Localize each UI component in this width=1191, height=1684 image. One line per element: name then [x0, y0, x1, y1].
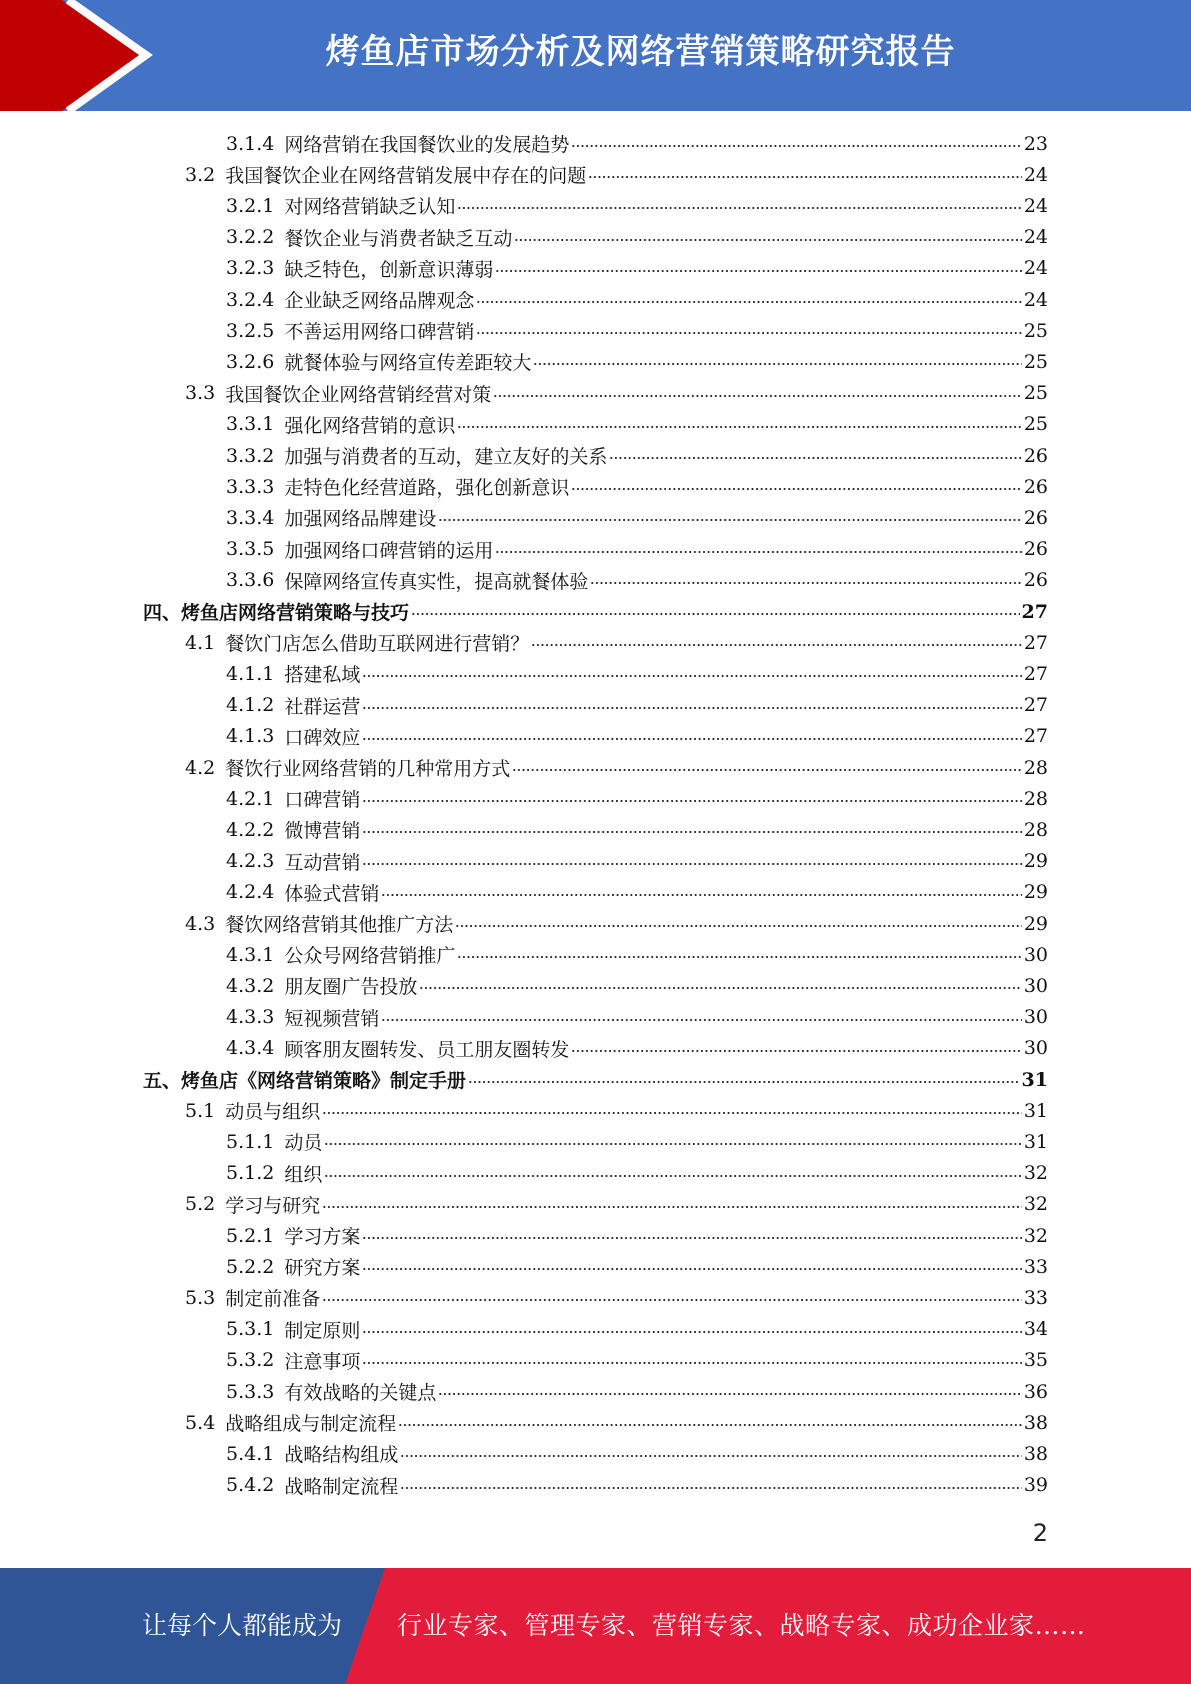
toc-dot-leader — [362, 672, 1021, 680]
toc-entry[interactable] — [226, 502, 1048, 533]
toc-entry[interactable] — [226, 1002, 1048, 1033]
toc-dot-leader — [455, 922, 1022, 930]
toc-entry-title: 战略结构组成 — [284, 1444, 399, 1467]
toc-entry-title: 餐饮行业网络营销的几种常用方式 — [225, 758, 511, 780]
toc-dot-leader — [609, 454, 1021, 462]
toc-entry-number: 4.3 — [185, 912, 216, 935]
toc-entry-number: 5.2.1 — [226, 1224, 275, 1247]
toc-entry-number: 5.1 — [185, 1099, 216, 1122]
toc-entry-title: 保障网络宣传真实性，提高就餐体验 — [284, 570, 589, 593]
toc-entry-page: 27 — [1023, 631, 1048, 654]
toc-entry[interactable] — [226, 877, 1048, 908]
toc-entry-number: 4.3.2 — [226, 974, 275, 997]
toc-dot-leader — [468, 1078, 1020, 1086]
toc-entry-page: 33 — [1023, 1255, 1048, 1278]
toc-dot-leader — [419, 984, 1021, 992]
toc-entry-title: 学习与研究 — [225, 1194, 321, 1217]
toc-entry-title: 短视频营销 — [284, 1007, 380, 1030]
toc-entry[interactable] — [226, 721, 1048, 752]
toc-entry[interactable] — [143, 1064, 1048, 1095]
toc-entry-page: 25 — [1023, 382, 1048, 405]
footer-slogan-right: 行业专家、管理专家、营销专家、战略专家、成功企业家…… — [397, 1611, 1086, 1640]
toc-entry-page: 32 — [1023, 1162, 1048, 1185]
toc-entry-title: 走特色化经营道路，强化创新意识 — [284, 477, 570, 500]
toc-entry-number: 3.2 — [185, 163, 216, 186]
toc-entry-page: 34 — [1023, 1318, 1048, 1341]
toc-entry-title: 组织 — [284, 1163, 323, 1186]
toc-entry-page: 36 — [1023, 1380, 1048, 1403]
toc-entry-page: 35 — [1023, 1349, 1048, 1372]
toc-entry-number: 3.3.5 — [226, 538, 275, 561]
toc-entry-number: 3.2.1 — [226, 194, 275, 217]
toc-dot-leader — [493, 392, 1022, 400]
toc-entry-title: 战略制定流程 — [284, 1475, 399, 1498]
header-title: 烤鱼店市场分析及网络营销策略研究报告 — [325, 32, 956, 72]
header-arrow-decoration — [0, 0, 160, 111]
toc-entry-number: 4.2.2 — [226, 818, 275, 841]
toc-entry-number: 5.3.2 — [226, 1349, 275, 1372]
toc-dot-leader — [438, 1390, 1021, 1398]
toc-entry-title: 互动营销 — [284, 851, 361, 874]
toc-entry-page: 24 — [1023, 163, 1048, 186]
toc-entry-page: 29 — [1023, 881, 1048, 904]
toc-entry-title: 就餐体验与网络宣传差距较大 — [284, 352, 532, 375]
toc-entry-number: 3.3.3 — [226, 475, 275, 498]
toc-entry-page: 28 — [1023, 787, 1048, 810]
toc-entry[interactable] — [226, 1470, 1048, 1501]
page-footer — [0, 1568, 1191, 1684]
toc-entry-page: 26 — [1023, 475, 1048, 498]
toc-entry[interactable] — [226, 284, 1048, 315]
toc-entry-page: 23 — [1023, 132, 1048, 155]
toc-entry-title: 口碑效应 — [284, 726, 361, 749]
toc-entry-title: 口碑营销 — [284, 789, 361, 812]
toc-dot-leader — [381, 891, 1021, 899]
toc-entry-title: 制定原则 — [284, 1319, 361, 1342]
toc-entry[interactable] — [226, 1126, 1048, 1157]
toc-entry-title: 餐饮门店怎么借助互联网进行营销？ — [225, 633, 530, 656]
toc-entry[interactable] — [185, 627, 1048, 658]
toc-dot-leader — [533, 360, 1021, 368]
toc-dot-leader — [398, 1421, 1022, 1429]
toc-entry-title: 我国餐饮企业网络营销经营对策 — [225, 383, 492, 406]
toc-entry[interactable] — [185, 1282, 1048, 1313]
toc-entry-page: 27 — [1021, 600, 1048, 623]
toc-entry-number: 5.4.1 — [226, 1442, 275, 1465]
toc-dot-leader — [362, 1328, 1021, 1336]
toc-entry[interactable] — [185, 378, 1048, 409]
toc-entry-title: 不善运用网络口碑营销 — [284, 321, 475, 344]
toc-dot-leader — [322, 1203, 1022, 1211]
toc-dot-leader — [324, 1140, 1021, 1148]
toc-entry[interactable] — [185, 1407, 1048, 1438]
toc-entry-title: 搭建私域 — [284, 664, 361, 687]
toc-entry-title: 动员 — [284, 1132, 323, 1155]
toc-entry-page: 28 — [1023, 756, 1048, 779]
toc-entry-number: 5.2.2 — [226, 1255, 275, 1278]
toc-entry[interactable] — [226, 1251, 1048, 1282]
toc-dot-leader — [588, 173, 1022, 181]
footer-slogan-left: 让每个人都能成为 — [142, 1611, 343, 1640]
toc-entry[interactable] — [226, 783, 1048, 814]
toc-entry-page: 38 — [1023, 1442, 1048, 1465]
toc-entry[interactable] — [185, 908, 1048, 939]
toc-entry[interactable] — [226, 440, 1048, 471]
toc-dot-leader — [571, 1047, 1021, 1055]
toc-entry-number: 5.3.1 — [226, 1318, 275, 1341]
toc-entry-page: 29 — [1023, 850, 1048, 873]
toc-entry-page: 27 — [1023, 662, 1048, 685]
toc-entry-title: 研究方案 — [284, 1257, 361, 1280]
toc-entry-page: 25 — [1023, 350, 1048, 373]
toc-entry-number: 4.3.1 — [226, 943, 275, 966]
toc-dot-leader — [476, 298, 1021, 306]
toc-entry-number: 5.1.1 — [226, 1130, 275, 1153]
toc-entry[interactable] — [226, 315, 1048, 346]
toc-entry-number: 3.2.5 — [226, 319, 275, 342]
toc-entry[interactable] — [226, 190, 1048, 221]
toc-dot-leader — [400, 1484, 1021, 1492]
toc-entry[interactable] — [226, 970, 1048, 1001]
toc-entry-page: 24 — [1023, 194, 1048, 217]
toc-dot-leader — [381, 1016, 1021, 1024]
toc-dot-leader — [400, 1452, 1021, 1460]
page-header — [0, 0, 1191, 111]
toc-entry[interactable] — [226, 939, 1048, 970]
toc-entry-page: 30 — [1023, 1037, 1048, 1060]
toc-entry-title: 加强网络口碑营销的运用 — [284, 539, 494, 562]
toc-entry-page: 33 — [1023, 1286, 1048, 1309]
toc-entry-title: 注意事项 — [284, 1350, 361, 1373]
toc-entry-title: 朋友圈广告投放 — [284, 976, 418, 999]
toc-entry-number: 3.1.4 — [226, 132, 275, 155]
toc-dot-leader — [571, 485, 1021, 493]
toc-entry-title: 体验式营销 — [284, 882, 380, 905]
toc-entry[interactable] — [185, 159, 1048, 190]
toc-entry-page: 30 — [1023, 974, 1048, 997]
toc-dot-leader — [495, 267, 1021, 275]
toc-dot-leader — [590, 579, 1021, 587]
toc-entry[interactable] — [226, 1220, 1048, 1251]
toc-entry-title: 战略组成与制定流程 — [225, 1413, 397, 1436]
toc-entry-number: 3.2.6 — [226, 350, 275, 373]
toc-entry-page: 38 — [1023, 1411, 1048, 1434]
toc-entry-title: 餐饮企业与消费者缺乏互动 — [284, 227, 513, 250]
toc-entry-number: 3.3.2 — [226, 444, 275, 467]
toc-dot-leader — [457, 423, 1021, 431]
toc-entry-title: 强化网络营销的意识 — [284, 414, 456, 437]
toc-entry[interactable] — [226, 565, 1048, 596]
toc-entry-number: 3.3 — [185, 382, 216, 405]
toc-entry-number: 5.4.2 — [226, 1474, 275, 1497]
toc-entry-title: 公众号网络营销推广 — [284, 945, 456, 968]
toc-entry-page: 29 — [1023, 912, 1048, 935]
toc-entry[interactable] — [226, 409, 1048, 440]
toc-entry[interactable] — [226, 1158, 1048, 1189]
toc-entry-page: 39 — [1023, 1474, 1048, 1497]
toc-entry[interactable] — [226, 128, 1048, 159]
toc-dot-leader — [512, 766, 1022, 774]
toc-entry[interactable] — [226, 1438, 1048, 1469]
toc-entry-title: 顾客朋友圈转发、员工朋友圈转发 — [284, 1038, 570, 1061]
toc-entry-title: 我国餐饮企业在网络营销发展中存在的问题 — [225, 165, 587, 188]
toc-dot-leader — [514, 236, 1021, 244]
toc-entry-number: 4.3.4 — [226, 1037, 275, 1060]
toc-entry-page: 31 — [1023, 1130, 1048, 1153]
toc-dot-leader — [362, 797, 1021, 805]
toc-entry-number: 3.3.1 — [226, 413, 275, 436]
toc-entry-page: 27 — [1023, 694, 1048, 717]
toc-entry-title: 四、烤鱼店网络营销策略与技巧 — [143, 602, 410, 624]
toc-entry-number: 4.1.1 — [226, 662, 275, 685]
toc-entry[interactable] — [226, 814, 1048, 845]
toc-entry-title: 学习方案 — [284, 1226, 361, 1248]
toc-entry[interactable] — [226, 658, 1048, 689]
toc-entry[interactable] — [226, 346, 1048, 377]
toc-entry-number: 3.3.6 — [226, 569, 275, 592]
toc-entry-number: 4.2.3 — [226, 850, 275, 873]
toc-entry-number: 4.1.3 — [226, 725, 275, 748]
toc-dot-leader — [362, 1265, 1021, 1273]
toc-entry[interactable] — [226, 222, 1048, 253]
toc-entry-number: 5.1.2 — [226, 1162, 275, 1185]
toc-dot-leader — [457, 204, 1021, 212]
toc-dot-leader — [362, 1234, 1021, 1242]
toc-entry[interactable] — [226, 1033, 1048, 1064]
toc-entry-page: 24 — [1023, 257, 1048, 280]
toc-entry-number: 5.3 — [185, 1286, 216, 1309]
toc-dot-leader — [571, 142, 1021, 150]
toc-entry-page: 30 — [1023, 943, 1048, 966]
toc-entry-page: 26 — [1023, 569, 1048, 592]
toc-dot-leader — [362, 735, 1021, 743]
toc-entry-page: 26 — [1023, 506, 1048, 529]
toc-entry-number: 4.2.4 — [226, 881, 275, 904]
toc-dot-leader — [438, 516, 1021, 524]
toc-entry-title: 加强与消费者的互动，建立友好的关系 — [284, 446, 608, 468]
toc-entry-title: 企业缺乏网络品牌观念 — [284, 290, 475, 312]
toc-entry-page: 28 — [1023, 818, 1048, 841]
toc-dot-leader — [322, 1109, 1022, 1117]
toc-entry-number: 4.3.3 — [226, 1006, 275, 1029]
toc-entry[interactable] — [226, 690, 1048, 721]
toc-entry[interactable] — [143, 596, 1048, 627]
toc-entry[interactable] — [226, 1345, 1048, 1376]
toc-entry[interactable] — [226, 534, 1048, 565]
toc-dot-leader — [362, 1359, 1021, 1367]
toc-entry-page: 30 — [1023, 1006, 1048, 1029]
toc-entry-number: 4.1 — [185, 631, 216, 654]
toc-entry-title: 微博营销 — [284, 820, 361, 843]
toc-entry[interactable] — [226, 253, 1048, 284]
toc-entry-number: 4.2.1 — [226, 787, 275, 810]
toc-entry-number: 5.2 — [185, 1193, 216, 1216]
toc-entry-number: 3.2.4 — [226, 288, 275, 311]
toc-dot-leader — [476, 329, 1021, 337]
toc-dot-leader — [322, 1296, 1022, 1304]
toc-dot-leader — [457, 953, 1021, 961]
toc-entry-title: 餐饮网络营销其他推广方法 — [225, 914, 454, 936]
toc-entry-title: 网络营销在我国餐饮业的发展趋势 — [284, 134, 570, 156]
toc-dot-leader — [495, 548, 1021, 556]
toc-entry-number: 5.3.3 — [226, 1380, 275, 1403]
toc-entry[interactable] — [185, 1189, 1048, 1220]
toc-dot-leader — [362, 704, 1021, 712]
toc-entry-page: 27 — [1023, 725, 1048, 748]
toc-entry-page: 24 — [1023, 226, 1048, 249]
toc-entry-page: 26 — [1023, 444, 1048, 467]
toc-entry-number: 4.2 — [185, 756, 216, 779]
toc-entry-page: 26 — [1023, 538, 1048, 561]
toc-entry-page: 31 — [1021, 1068, 1048, 1091]
toc-entry[interactable] — [226, 846, 1048, 877]
toc-entry[interactable] — [226, 1314, 1048, 1345]
toc-entry-page: 32 — [1023, 1224, 1048, 1247]
toc-entry-title: 社群运营 — [284, 695, 361, 718]
toc-entry-page: 25 — [1023, 413, 1048, 436]
toc-entry-title: 动员与组织 — [225, 1101, 321, 1124]
toc-entry-number: 5.4 — [185, 1411, 216, 1434]
toc-entry[interactable] — [226, 1376, 1048, 1407]
toc-dot-leader — [324, 1172, 1021, 1180]
toc-entry-number: 3.2.2 — [226, 226, 275, 249]
toc-entry-page: 32 — [1023, 1193, 1048, 1216]
toc-dot-leader — [362, 828, 1021, 836]
toc-entry-title: 制定前准备 — [225, 1288, 321, 1311]
toc-dot-leader — [411, 610, 1020, 618]
toc-entry-title: 五、烤鱼店《网络营销策略》制定手册 — [143, 1070, 467, 1092]
toc-entry-number: 3.2.3 — [226, 257, 275, 280]
toc-entry[interactable] — [185, 752, 1048, 783]
toc-entry-page: 31 — [1023, 1099, 1048, 1122]
toc-entry-number: 4.1.2 — [226, 694, 275, 717]
page-number: 2 — [1032, 1519, 1048, 1547]
toc-entry-number: 3.3.4 — [226, 506, 275, 529]
toc-entry[interactable] — [226, 471, 1048, 502]
toc-dot-leader — [362, 860, 1021, 868]
toc-entry-page: 24 — [1023, 288, 1048, 311]
toc-entry-title: 缺乏特色，创新意识薄弱 — [284, 258, 494, 281]
toc-entry-title: 加强网络品牌建设 — [284, 508, 437, 531]
toc-entry-page: 25 — [1023, 319, 1048, 342]
toc-entry[interactable] — [185, 1095, 1048, 1126]
toc-entry-title: 对网络营销缺乏认知 — [284, 196, 456, 219]
toc-entry-title: 有效战略的关键点 — [284, 1382, 437, 1404]
toc-dot-leader — [531, 641, 1022, 649]
